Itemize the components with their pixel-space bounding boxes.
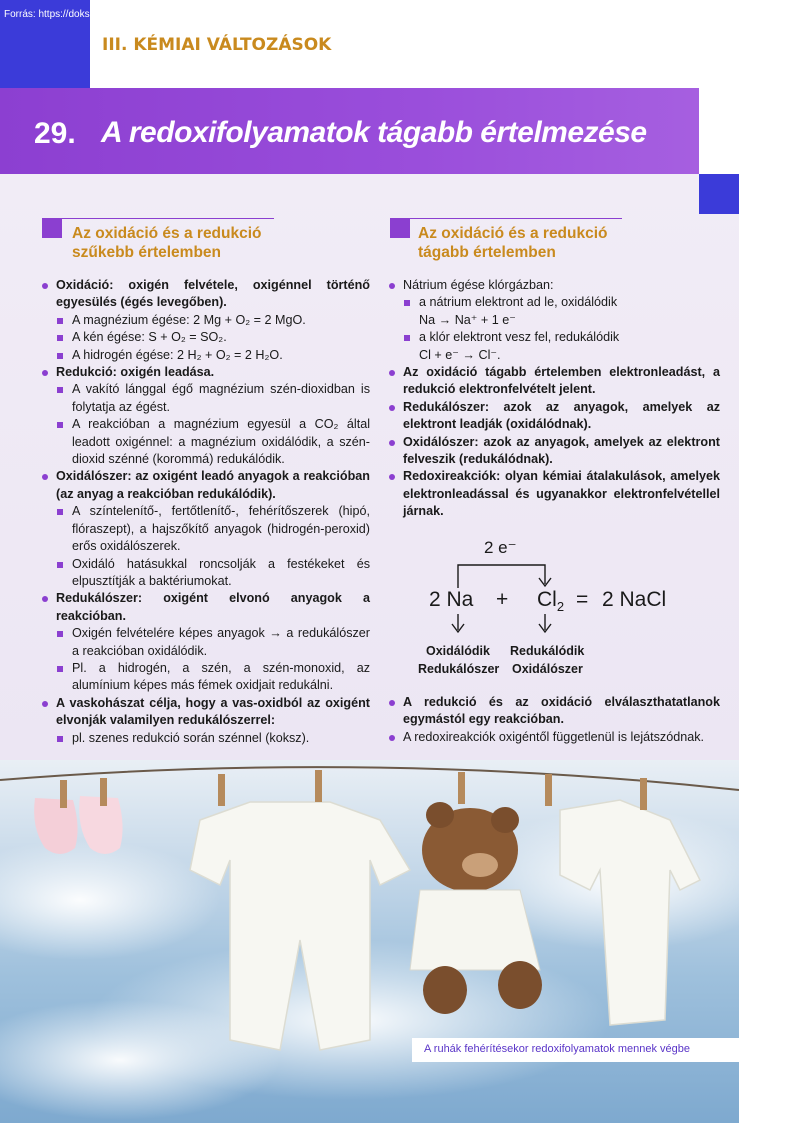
section-rule-right	[410, 218, 622, 219]
source-label: Forrás: https://doksi.net	[4, 9, 109, 20]
section-rule-left	[62, 218, 274, 219]
list-item: A kén égése: S + O₂ = SO₂.	[40, 329, 370, 346]
list-item: A reakcióban a magnézium egyesül a CO₂ által leadott oxigénnel: a magnézium oxidálódik, a szén-dioxid szénné (korommá) redukálódik.	[40, 416, 370, 468]
list-item: A hidrogén égése: 2 H₂ + O₂ = 2 H₂O.	[40, 347, 370, 364]
section-heading-right-line1: Az oxidáció és a redukció	[418, 225, 608, 242]
section-marker-right	[390, 218, 410, 238]
chlorine-label-reduced: Redukálódik	[510, 644, 585, 658]
list-item: Redukció: oxigén leadása.	[40, 364, 370, 381]
chlorine-subscript: 2	[556, 599, 565, 615]
list-item: Nátrium égése klórgázban:	[387, 277, 720, 294]
list-item: a klór elektront vesz fel, redukálódik	[387, 329, 720, 346]
page-title: A redoxifolyamatok tágabb értelmezése	[101, 116, 647, 149]
chlorine-symbol: Cl	[537, 588, 557, 611]
list-item: Oxidáló hatásukkal roncsolják a festékeket és elpusztítják a baktériumokat.	[40, 556, 370, 591]
list-item: A vakító lánggal égő magnézium szén-dioxidban is folytatja az égést.	[40, 381, 370, 416]
list-item: A vaskohászat célja, hogy a vas-oxidból az oxigént elvonják valamilyen redukálószerrel:	[40, 695, 370, 730]
list-item: A redukció és az oxidáció elválaszthatatlanok egymástól egy reakcióban.	[387, 694, 720, 729]
section-heading-left	[72, 224, 262, 262]
list-item: Oxidálószer: azok az anyagok, amelyek az elektront felveszik (redukálódnak).	[387, 434, 720, 469]
laundry-photo	[0, 760, 739, 1123]
left-column	[40, 277, 370, 747]
list-item: Oxidáció: oxigén felvétele, oxigénnel történő egyesülés (égés levegőben).	[40, 277, 370, 312]
section-heading-right-line2: tágabb értelemben	[418, 244, 556, 261]
right-column-bottom	[387, 694, 720, 746]
plus-sign: +	[496, 588, 509, 611]
equals-sign: =	[576, 588, 589, 611]
list-item: Az oxidáció tágabb értelemben elektronleadást, a redukció elektronfelvételt jelent.	[387, 364, 720, 399]
list-item: Oxigén felvételére képes anyagok → a redukálószer a reakcióban oxidálódik.	[40, 625, 370, 660]
list-item: Pl. a hidrogén, a szén, a szén-monoxid, az alumínium képes más fémek oxidjait redukálni.	[40, 660, 370, 695]
product-nacl: 2 NaCl	[602, 588, 667, 611]
electron-transfer-diagram	[400, 538, 700, 678]
right-margin	[739, 174, 796, 1123]
equation-line: Na → Na⁺ + 1 e⁻	[419, 312, 516, 327]
list-item: Redukálószer: oxigént elvonó anyagok a reakcióban.	[40, 590, 370, 625]
list-item: pl. szenes redukció során szénnel (koksz).	[40, 730, 370, 747]
sodium-label-reducer: Redukálószer	[418, 662, 500, 676]
corner-block-right	[699, 174, 739, 214]
list-item: A színtelenítő-, fertőtlenítő-, fehérítőszerek (hipó, flóraszept), a hajszőkítő anyagok (hidrogén-peroxid) erős oxidálószerek.	[40, 503, 370, 555]
lesson-number: 29.	[34, 117, 76, 150]
right-column	[387, 277, 720, 521]
chlorine-label-oxidizer: Oxidálószer	[512, 662, 583, 676]
sodium-label-oxidized: Oxidálódik	[426, 644, 490, 658]
list-item: Redoxireakciók: olyan kémiai átalakulások, amelyek elektronleadással és ugyanakkor elektronfelvétellel járnak.	[387, 468, 720, 520]
chapter-title: III. KÉMIAI VÁLTOZÁSOK	[102, 35, 332, 55]
electron-count: 2 e⁻	[484, 538, 517, 557]
reactant-sodium: 2 Na	[429, 588, 474, 611]
section-heading-left-line2: szűkebb értelemben	[72, 244, 222, 261]
section-heading-right	[418, 224, 608, 262]
list-item: Redukálószer: azok az anyagok, amelyek az elektront leadják (oxidálódnak).	[387, 399, 720, 434]
list-item: a nátrium elektront ad le, oxidálódik	[387, 294, 720, 311]
section-marker-left	[42, 218, 62, 238]
section-heading-left-line1: Az oxidáció és a redukció	[72, 225, 262, 242]
list-item: A redoxireakciók oxigéntől függetlenül is lejátszódnak.	[387, 729, 720, 746]
list-item: A magnézium égése: 2 Mg + O₂ = 2 MgO.	[40, 312, 370, 329]
laundry-illustration	[0, 760, 739, 1123]
photo-caption: A ruhák fehérítésekor redoxifolyamatok mennek végbe	[412, 1038, 739, 1062]
reactant-chlorine	[537, 588, 564, 614]
list-item: Oxidálószer: az oxigént leadó anyagok a reakcióban (az anyag a reakcióban redukálódik).	[40, 468, 370, 503]
equation-line: Cl + e⁻ → Cl⁻.	[419, 347, 501, 362]
